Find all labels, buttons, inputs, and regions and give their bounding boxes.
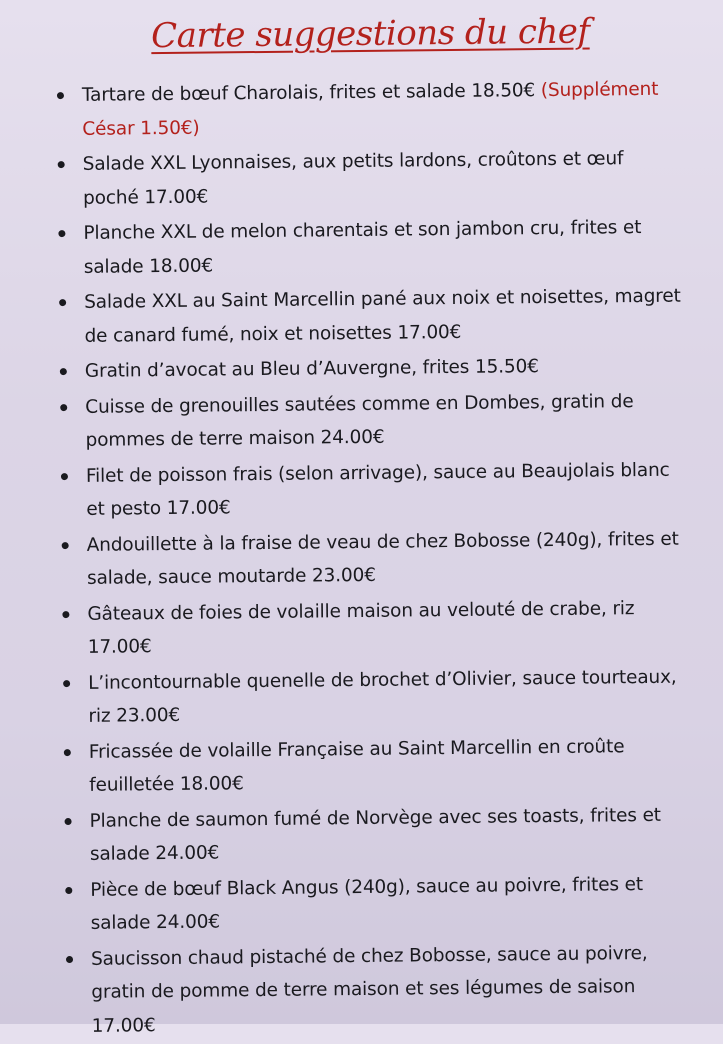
list-item	[60, 798, 687, 872]
list-item	[55, 280, 682, 354]
supplement-note: (Supplément César 1.50€)	[82, 78, 659, 140]
bullet-icon	[66, 956, 73, 963]
item-text: Pièce de bœuf Black Angus (240g), sauce au poivre, frites et salade 24.00€	[90, 873, 644, 934]
list-item	[61, 867, 688, 941]
list-item	[60, 729, 687, 803]
item-text: Cuisse de grenouilles sautées comme en Dombes, gratin de pommes de terre maison 24.00€	[85, 390, 634, 451]
list-item	[58, 591, 685, 665]
item-text: L’incontournable quenelle de brochet d’Olivier, sauce tourteaux, riz 23.00€	[88, 666, 677, 727]
item-text: Planche de saumon fumé de Norvège avec ses toasts, frites et salade 24.00€	[89, 804, 661, 865]
bullet-icon	[59, 299, 66, 306]
item-text: Tartare de bœuf Charolais, frites et salade 18.50€	[81, 80, 536, 106]
list-item	[58, 522, 685, 596]
bullet-icon	[58, 161, 65, 168]
bullet-icon	[58, 230, 65, 237]
list-item	[62, 936, 689, 1043]
list-item	[57, 453, 684, 527]
bullet-icon	[60, 404, 67, 411]
list-item	[54, 211, 681, 285]
item-text: Saucisson chaud pistaché de chez Bobosse, sauce au poivre, gratin de pomme de terre maison et ses légumes de saison 17.00€	[90, 942, 648, 1037]
bullet-icon	[57, 92, 64, 99]
item-text: Andouillette à la fraise de veau de chez Bobosse (240g), frites et salade, sauce moutarde 23.00€	[86, 528, 679, 589]
item-text: Salade XXL au Saint Marcellin pané aux noix et noisettes, magret de canard fumé, noix et noisettes 17.00€	[84, 285, 681, 347]
list-item	[56, 384, 683, 458]
list-item	[53, 73, 680, 147]
item-text: Gâteaux de foies de volaille maison au velouté de crabe, riz 17.00€	[87, 597, 635, 658]
bullet-icon	[65, 887, 72, 894]
bullet-icon	[65, 818, 72, 825]
item-text: Salade XXL Lyonnaises, aux petits lardons, croûtons et œuf poché 17.00€	[82, 148, 624, 209]
bullet-icon	[60, 368, 67, 375]
item-text: Filet de poisson frais (selon arrivage), sauce au Beaujolais blanc et pesto 17.00€	[85, 459, 670, 520]
item-text: Gratin d’avocat au Bleu d’Auvergne, frites 15.50€	[84, 356, 539, 382]
bullet-icon	[62, 611, 69, 618]
bullet-icon	[64, 749, 71, 756]
bullet-icon	[63, 680, 70, 687]
menu-title: Carte suggestions du chef	[150, 11, 590, 57]
menu-list	[53, 73, 689, 1044]
item-text: Planche XXL de melon charentais et son jambon cru, frites et salade 18.00€	[83, 217, 642, 278]
item-text: Fricassée de volaille Française au Saint Marcellin en croûte feuilletée 18.00€	[88, 735, 625, 796]
list-item	[59, 660, 686, 734]
list-item	[56, 349, 682, 389]
bullet-icon	[62, 542, 69, 549]
list-item	[54, 142, 681, 216]
bullet-icon	[61, 473, 68, 480]
